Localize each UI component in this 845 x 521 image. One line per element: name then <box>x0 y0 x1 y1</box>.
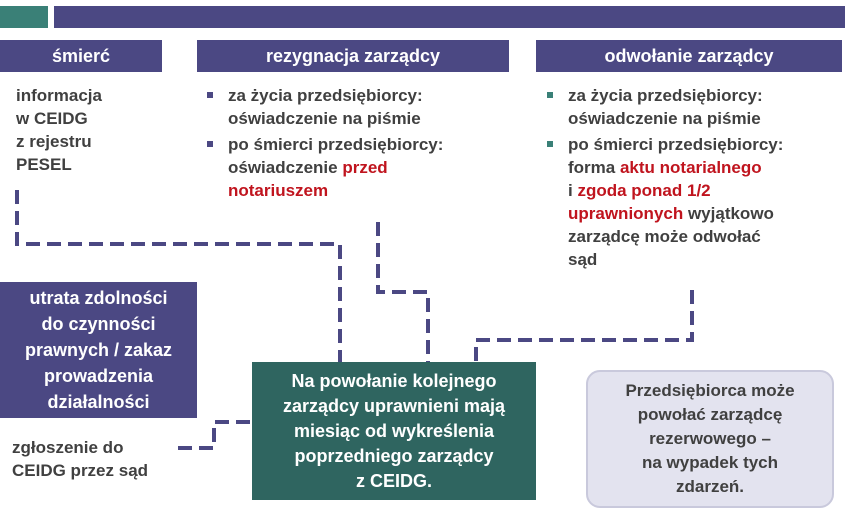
center-box: Na powołanie kolejnego zarządcy uprawnieni mają miesiąc od wykreślenia poprzedniego zarządcy z CEIDG. <box>252 362 536 500</box>
bullet-square-icon <box>207 92 213 98</box>
incapacity-box: utrata zdolności do czynności prawnych / zakaz prowadzenia działalności <box>0 282 197 418</box>
reserve-manager-info-box: Przedsiębiorca może powołać zarządcę rezerwowego – na wypadek tych zdarzeń. <box>586 370 834 508</box>
court-notification: zgłoszenie do CEIDG przez sąd <box>12 438 149 480</box>
bullet-square-icon <box>547 141 553 147</box>
list-item: po śmierci przedsiębiorcy: oświadczenie przed notariuszem <box>204 133 514 202</box>
resignation-list <box>204 84 514 205</box>
header-resignation: rezygnacja zarządcy <box>197 40 509 72</box>
death-description: informacja w CEIDG z rejestru PESEL <box>16 86 102 174</box>
connector-resignation <box>378 222 428 362</box>
bullet-square-icon <box>207 141 213 147</box>
connector-dismissal <box>476 290 692 362</box>
dismissal-list <box>544 84 844 274</box>
bullet-square-icon <box>547 92 553 98</box>
header-dismissal: odwołanie zarządcy <box>536 40 842 72</box>
list-item: po śmierci przedsiębiorcy: forma aktu notarialnego i zgoda ponad 1/2 uprawnionych wyjątkowo zarządcę może odwołać sąd <box>544 133 844 271</box>
list-item: za życia przedsiębiorcy: oświadczenie na piśmie <box>544 84 844 130</box>
connector-court <box>178 422 252 448</box>
header-death: śmierć <box>0 40 162 72</box>
list-item: za życia przedsiębiorcy: oświadczenie na piśmie <box>204 84 514 130</box>
